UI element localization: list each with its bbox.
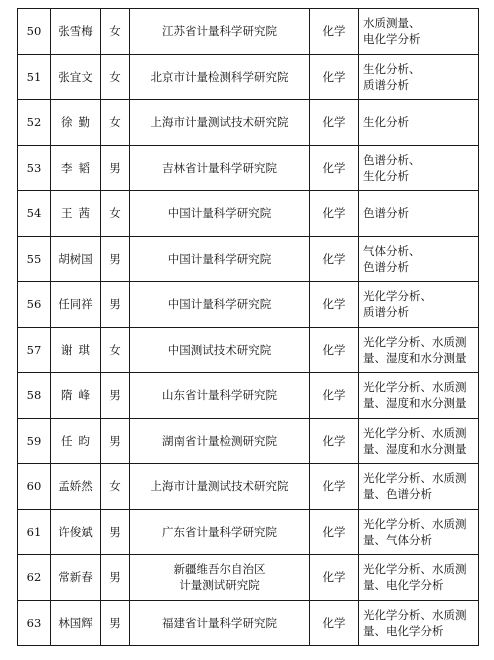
gender-cell: 男: [101, 509, 130, 555]
specialty-cell: [359, 509, 479, 555]
name-cell: [51, 236, 101, 282]
expert-roster-table: [17, 8, 479, 646]
institution-cell: [130, 191, 310, 237]
field-cell: 化学: [310, 54, 359, 100]
person-name: 常新春: [58, 570, 93, 585]
row-number-cell: 58: [18, 373, 51, 419]
table-row: [18, 464, 479, 510]
specialty-line: 光化学分析、水质测: [363, 380, 467, 395]
row-number-cell: 52: [18, 100, 51, 146]
institution-cell: [130, 373, 310, 419]
specialty-line: 量、气体分析: [363, 532, 432, 547]
institution-line: 中国测试技术研究院: [167, 342, 272, 357]
specialty-line: 光化学分析、: [363, 289, 432, 304]
table-row: [18, 236, 479, 282]
gender-cell: 男: [101, 282, 130, 328]
specialty-line: 生化分析: [363, 115, 409, 130]
table-row: [18, 100, 479, 146]
table-row: [18, 327, 479, 373]
name-cell: [51, 9, 101, 55]
row-number-cell: 57: [18, 327, 51, 373]
institution-line: 中国计量科学研究院: [167, 297, 272, 312]
field-cell: 化学: [310, 327, 359, 373]
specialty-line: 量、电化学分析: [363, 578, 444, 593]
specialty-cell: [359, 54, 479, 100]
institution-cell: [130, 509, 310, 555]
field-cell: 化学: [310, 236, 359, 282]
name-cell: [51, 373, 101, 419]
specialty-line: 量、色谱分析: [363, 487, 432, 502]
field-cell: 化学: [310, 9, 359, 55]
person-name: 胡树国: [58, 251, 93, 266]
specialty-cell: [359, 236, 479, 282]
name-cell: [51, 100, 101, 146]
row-number-cell: 60: [18, 464, 51, 510]
specialty-line: 气体分析、: [363, 243, 421, 258]
institution-cell: [130, 282, 310, 328]
table-row: [18, 191, 479, 237]
specialty-cell: [359, 282, 479, 328]
specialty-line: 质谱分析: [363, 305, 409, 320]
row-number-cell: 54: [18, 191, 51, 237]
gender-cell: 男: [101, 555, 130, 601]
person-name: 谢琪: [61, 342, 96, 357]
name-cell: [51, 145, 101, 191]
person-name: 任昀: [61, 433, 96, 448]
roster-body: [18, 9, 479, 646]
institution-line: 湖南省计量检测研究院: [162, 433, 277, 448]
gender-cell: 男: [101, 236, 130, 282]
table-row: [18, 145, 479, 191]
specialty-line: 色谱分析: [363, 206, 409, 221]
institution-line: 江苏省计量科学研究院: [162, 24, 277, 39]
specialty-cell: [359, 600, 479, 646]
table-row: [18, 54, 479, 100]
gender-cell: 男: [101, 145, 130, 191]
field-cell: 化学: [310, 464, 359, 510]
institution-cell: [130, 100, 310, 146]
institution-cell: [130, 464, 310, 510]
person-name: 许俊斌: [58, 524, 93, 539]
person-name: 张宜文: [58, 69, 93, 84]
gender-cell: 男: [101, 418, 130, 464]
field-cell: 化学: [310, 282, 359, 328]
specialty-line: 光化学分析、水质测: [363, 516, 467, 531]
row-number-cell: 53: [18, 145, 51, 191]
specialty-cell: [359, 145, 479, 191]
specialty-cell: [359, 464, 479, 510]
gender-cell: 男: [101, 373, 130, 419]
row-number-cell: 55: [18, 236, 51, 282]
table-row: [18, 555, 479, 601]
institution-line: 吉林省计量科学研究院: [162, 160, 277, 175]
person-name: 林国辉: [58, 615, 93, 630]
name-cell: [51, 327, 101, 373]
specialty-line: 光化学分析、水质测: [363, 562, 467, 577]
specialty-line: 量、湿度和水分测量: [363, 350, 467, 365]
specialty-cell: [359, 191, 479, 237]
institution-line: 新疆维吾尔自治区: [173, 562, 266, 577]
institution-cell: [130, 327, 310, 373]
field-cell: 化学: [310, 509, 359, 555]
field-cell: 化学: [310, 191, 359, 237]
field-cell: 化学: [310, 373, 359, 419]
field-cell: 化学: [310, 555, 359, 601]
specialty-cell: [359, 555, 479, 601]
specialty-line: 光化学分析、水质测: [363, 607, 467, 622]
row-number-cell: 56: [18, 282, 51, 328]
institution-cell: [130, 418, 310, 464]
gender-cell: 女: [101, 464, 130, 510]
table-row: [18, 600, 479, 646]
institution-cell: [130, 555, 310, 601]
specialty-cell: [359, 327, 479, 373]
specialty-line: 生化分析、: [363, 61, 421, 76]
specialty-cell: [359, 9, 479, 55]
table-row: [18, 9, 479, 55]
specialty-cell: [359, 100, 479, 146]
specialty-line: 色谱分析: [363, 259, 409, 274]
specialty-line: 电化学分析: [363, 32, 421, 47]
person-name: 徐勤: [61, 115, 96, 130]
institution-line: 福建省计量科学研究院: [162, 615, 277, 630]
person-name: 孟娇然: [58, 479, 93, 494]
gender-cell: 女: [101, 54, 130, 100]
name-cell: [51, 600, 101, 646]
table-row: [18, 282, 479, 328]
specialty-line: 量、湿度和水分测量: [363, 441, 467, 456]
person-name: 张雪梅: [58, 24, 93, 39]
specialty-line: 量、湿度和水分测量: [363, 396, 467, 411]
institution-line: 上海市计量测试技术研究院: [150, 479, 289, 494]
institution-cell: [130, 9, 310, 55]
institution-cell: [130, 145, 310, 191]
name-cell: [51, 191, 101, 237]
gender-cell: 女: [101, 100, 130, 146]
name-cell: [51, 282, 101, 328]
specialty-line: 光化学分析、水质测: [363, 471, 467, 486]
row-number-cell: 59: [18, 418, 51, 464]
person-name: 任同祥: [58, 297, 93, 312]
name-cell: [51, 54, 101, 100]
person-name: 王茜: [61, 206, 96, 221]
specialty-line: 光化学分析、水质测: [363, 425, 467, 440]
institution-cell: [130, 54, 310, 100]
gender-cell: 男: [101, 600, 130, 646]
institution-cell: [130, 600, 310, 646]
row-number-cell: 51: [18, 54, 51, 100]
gender-cell: 女: [101, 327, 130, 373]
name-cell: [51, 464, 101, 510]
person-name: 李韬: [61, 160, 96, 175]
specialty-line: 水质测量、: [363, 16, 421, 31]
institution-line: 北京市计量检测科学研究院: [150, 69, 289, 84]
field-cell: 化学: [310, 145, 359, 191]
specialty-line: 量、电化学分析: [363, 623, 444, 638]
row-number-cell: 61: [18, 509, 51, 555]
row-number-cell: 62: [18, 555, 51, 601]
specialty-line: 色谱分析、: [363, 152, 421, 167]
table-row: [18, 418, 479, 464]
institution-line: 中国计量科学研究院: [167, 206, 272, 221]
field-cell: 化学: [310, 418, 359, 464]
institution-line: 中国计量科学研究院: [167, 251, 272, 266]
institution-line: 计量测试研究院: [179, 578, 260, 593]
specialty-line: 光化学分析、水质测: [363, 334, 467, 349]
field-cell: 化学: [310, 100, 359, 146]
institution-cell: [130, 236, 310, 282]
gender-cell: 女: [101, 9, 130, 55]
specialty-line: 质谱分析: [363, 77, 409, 92]
institution-line: 广东省计量科学研究院: [162, 524, 277, 539]
person-name: 隋峰: [61, 388, 96, 403]
institution-line: 山东省计量科学研究院: [162, 388, 277, 403]
specialty-cell: [359, 418, 479, 464]
name-cell: [51, 509, 101, 555]
gender-cell: 女: [101, 191, 130, 237]
field-cell: 化学: [310, 600, 359, 646]
name-cell: [51, 418, 101, 464]
specialty-line: 生化分析: [363, 168, 409, 183]
table-row: [18, 509, 479, 555]
specialty-cell: [359, 373, 479, 419]
institution-line: 上海市计量测试技术研究院: [150, 115, 289, 130]
table-row: [18, 373, 479, 419]
row-number-cell: 63: [18, 600, 51, 646]
name-cell: [51, 555, 101, 601]
row-number-cell: 50: [18, 9, 51, 55]
